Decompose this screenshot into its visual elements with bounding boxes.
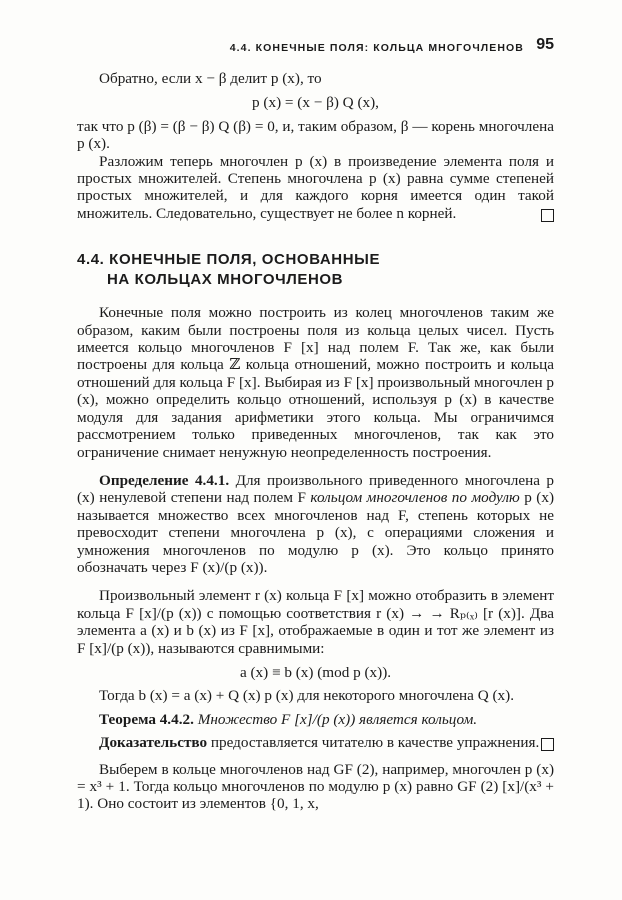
intro-conclusion: так что p (β) = (β − β) Q (β) = 0, и, таким образом, β — корень многочлена p (x). <box>77 117 554 153</box>
definition-paragraph <box>77 472 554 576</box>
section-title-line1: 4.4. КОНЕЧНЫЕ ПОЛЯ, ОСНОВАННЫЕ <box>77 251 381 269</box>
theorem-text: Множество F [x]/(p (x)) является кольцом. <box>197 710 478 728</box>
theorem-label: Теорема 4.4.2. <box>99 710 194 728</box>
intro-line: Обратно, если x − β делит p (x), то <box>99 70 322 87</box>
formula-congruence: a (x) ≡ b (x) (mod p (x)). <box>239 663 392 681</box>
definition-text-b: p (x) называется множество всех многочленов над F, степень которых не превосходит степени многочлена p (x), с операциями сложения и умножения многочленов по модулю p (x). Это кольцо принято обозначать через F (x)/(p (x)). <box>77 489 555 576</box>
qed-square-icon <box>541 738 554 751</box>
qed-square-icon <box>541 209 554 222</box>
definition-term: кольцом многочленов по модулю <box>310 489 520 507</box>
section-title <box>77 250 554 290</box>
definition-label: Определение 4.4.1. <box>99 471 230 489</box>
definition-text-a: Для произвольного приведенного многочлена p (x) ненулевой степени над полем F <box>77 471 554 507</box>
section-title-line2: НА КОЛЬЦАХ МНОГОЧЛЕНОВ <box>107 271 344 289</box>
section-paragraph: Конечные поля можно построить из колец многочленов таким же образом, каким были построены поля из кольца целых чисел. Пусть имеется кольцо многочленов F [x] над полем F. Так же, как были построены для кольца ℤ кольца отношений, можно построить и кольца отношений для кольца F [x]. Выбирая из F [x] произвольный многочлен p (x), можно определить кольцо отношений, используя p (x) в качестве модуля для задания арифметики этого кольца. Мы ограничимся рассмотрением только приведенных многочленов, так как это ограничение снимает ненужную неопределенность построения. <box>77 304 554 461</box>
running-title: 4.4. КОНЕЧНЫЕ ПОЛЯ: КОЛЬЦА МНОГОЧЛЕНОВ <box>229 42 524 54</box>
example-paragraph: Выберем в кольце многочленов над GF (2), например, многочлен p (x) = x³ + 1. Тогда кольцо многочленов по модулю p (x) равно GF (2) [x]/(x³ + 1). Оно состоит из элементов {0, 1, x, <box>77 760 554 813</box>
running-header <box>77 36 554 58</box>
mapping-paragraph: Произвольный элемент r (x) кольца F [x] можно отобразить в элемент кольца F [x]/(p (x)) с помощью соответствия r (x) → → Rₚ₍ₓ₎ [r (x)]. Два элемента a (x) и b (x) из F [x], отображаемые в один и тот же элемент из F [x]/(p (x)), называются сравнимыми: <box>77 587 554 657</box>
proof-label: Доказательство <box>99 734 208 752</box>
proof-text: предоставляется читателю в качестве упражнения. <box>210 734 540 752</box>
page-number: 95 <box>536 36 554 53</box>
theorem-paragraph <box>77 711 554 728</box>
intro-paragraph-text: Разложим теперь многочлен p (x) в произведение элемента поля и простых множителей. Степень многочлена p (x) равна сумме степеней простых множителей, и для каждого корня имеется один такой множитель. Следовательно, существует не более n корней. <box>77 152 554 222</box>
formula-factor: p (x) = (x − β) Q (x), <box>252 94 379 112</box>
proof-paragraph <box>77 734 554 751</box>
mapping-conclusion: Тогда b (x) = a (x) + Q (x) p (x) для некоторого многочлена Q (x). <box>99 687 514 705</box>
intro-paragraph <box>77 153 554 223</box>
page-body <box>77 70 554 813</box>
